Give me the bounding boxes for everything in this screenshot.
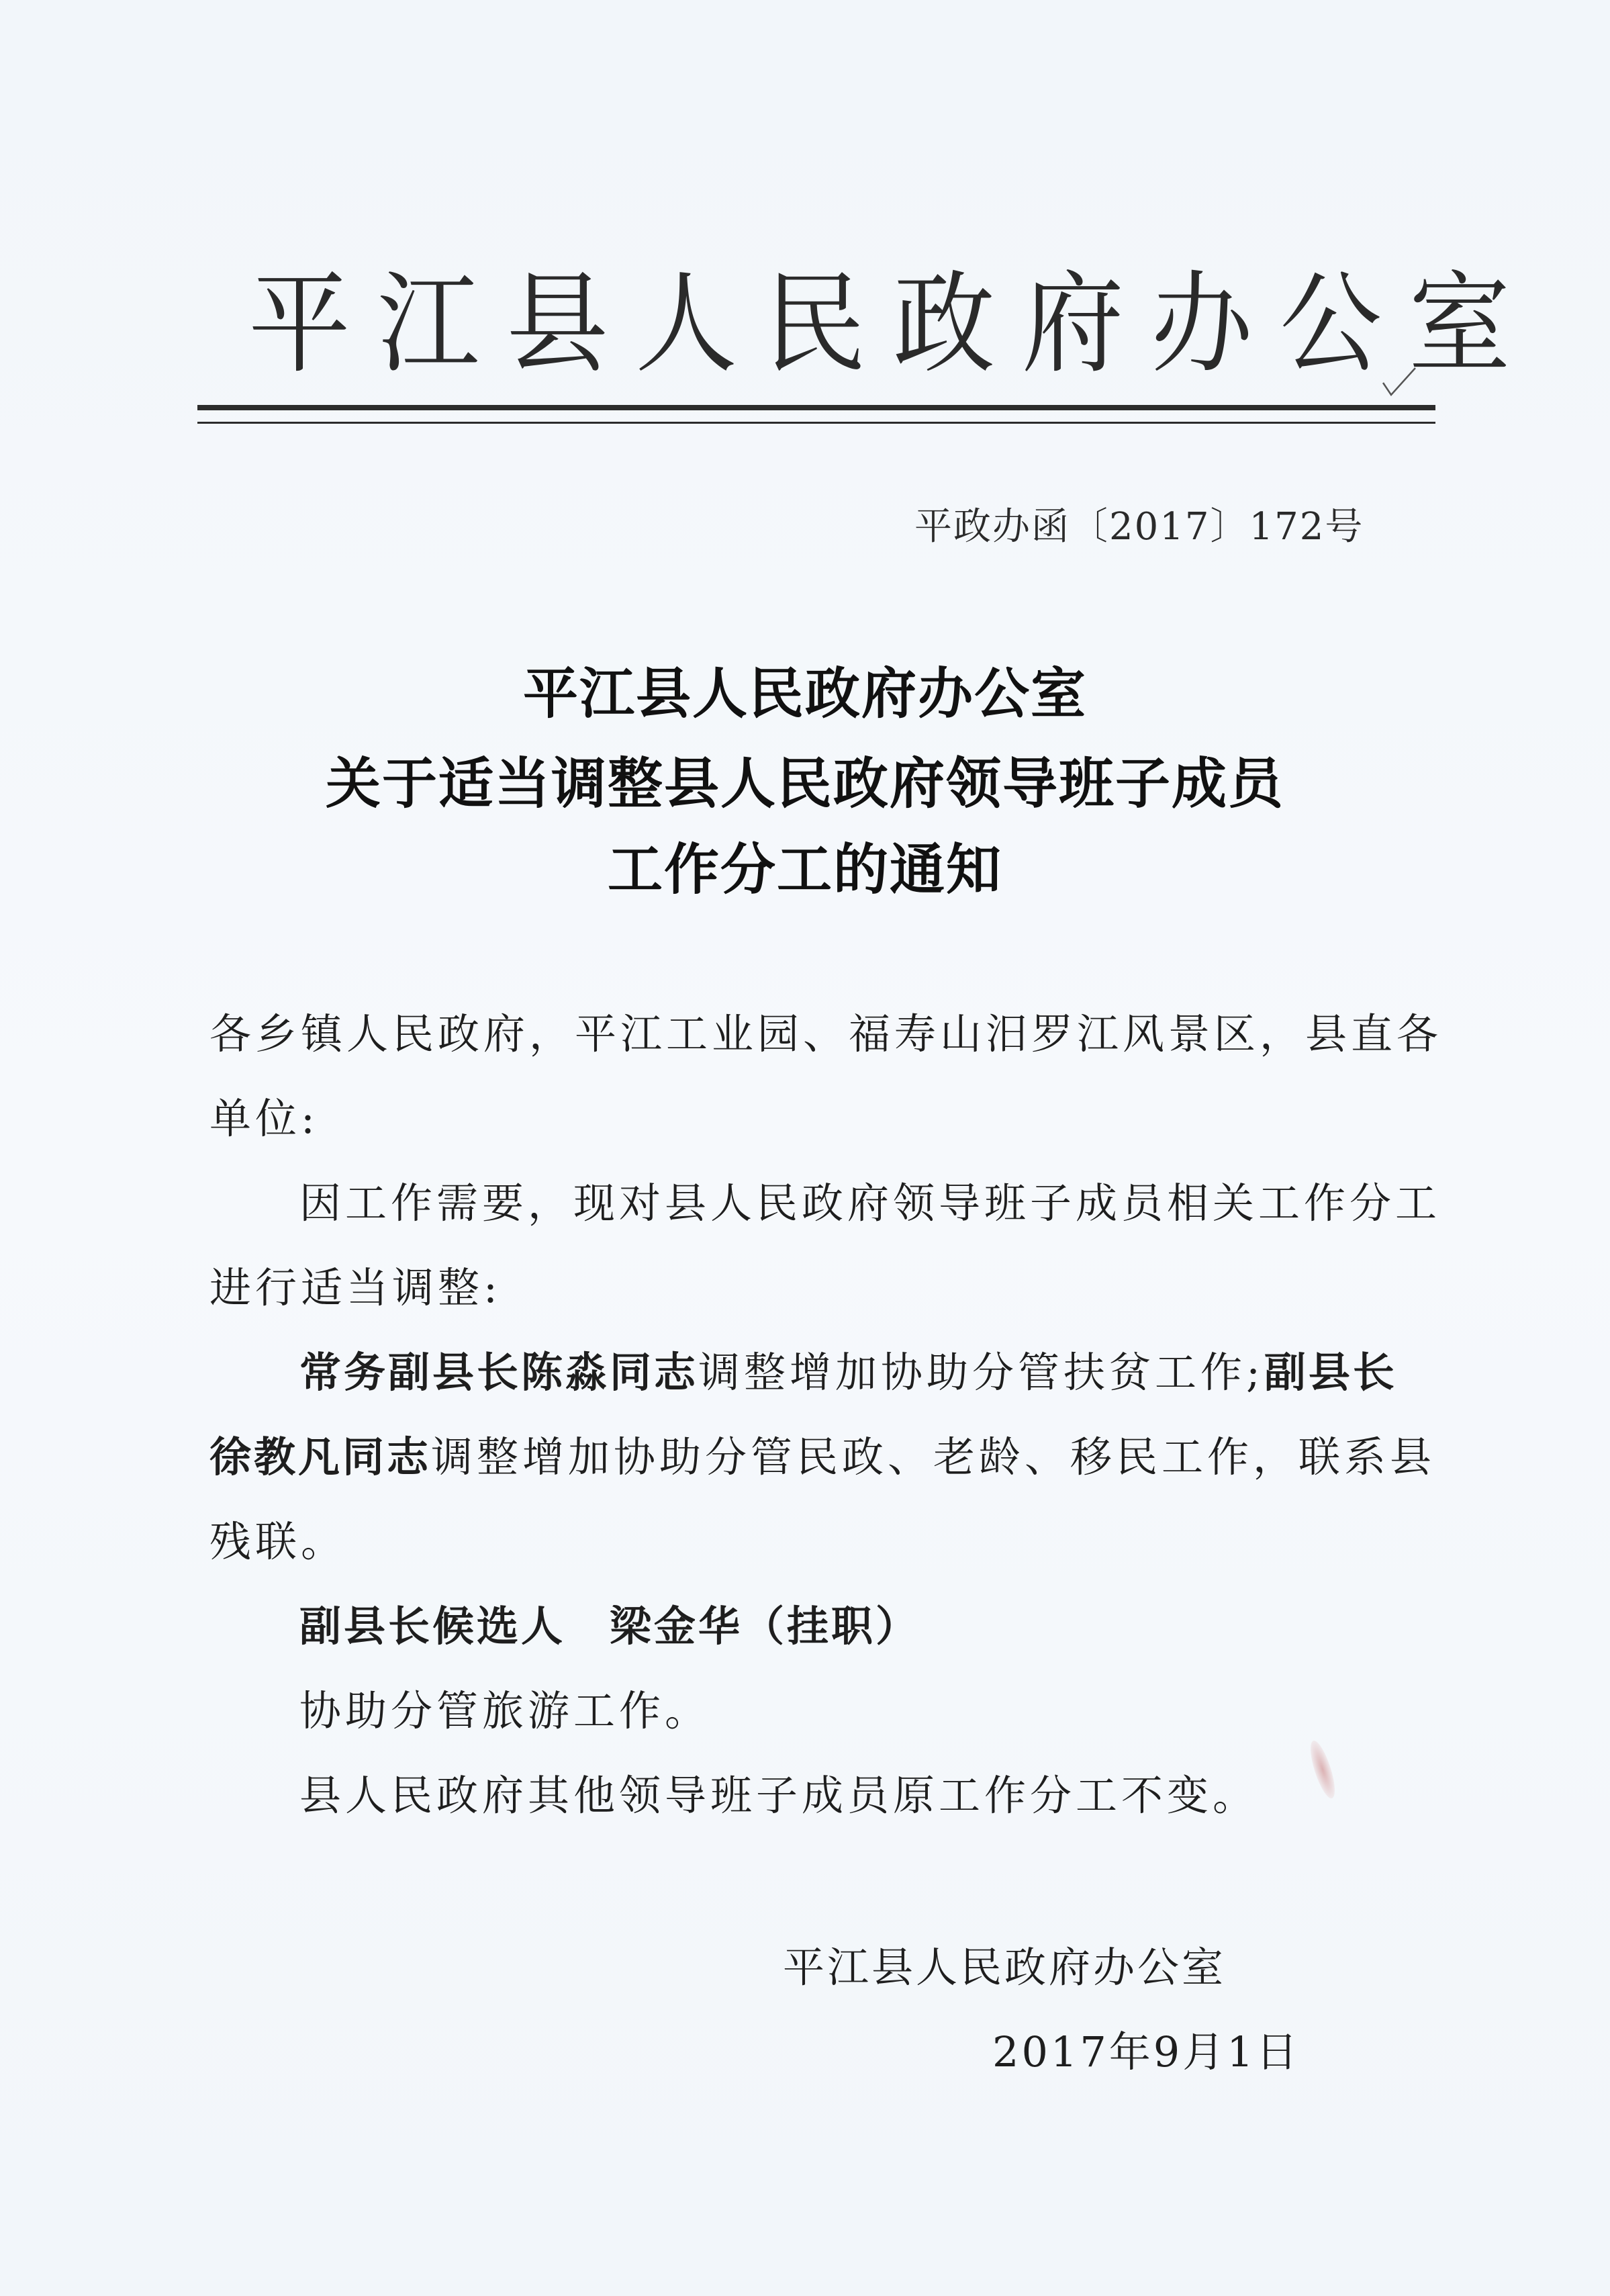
signature-date: 2017年9月1日 xyxy=(992,2027,1300,2076)
intro-line1: 因工作需要，现对县人民政府领导班子成员相关工作分工 xyxy=(299,1179,1441,1228)
closing-statement: 县人民政府其他领导班子成员原工作分工不变。 xyxy=(299,1771,1259,1820)
candidate-line: 副县长候选人 梁金华（挂职） xyxy=(299,1602,920,1651)
letterhead-rule-thin xyxy=(197,422,1435,424)
paragraph1-line3: 残联。 xyxy=(209,1517,347,1566)
signature-organization: 平江县人民政府办公室 xyxy=(783,1943,1227,1992)
document-title-line1: 平江县人民政府办公室 xyxy=(522,662,1087,726)
recipients-line1: 各乡镇人民政府，平江工业园、福寿山汨罗江风景区，县直各 xyxy=(209,1009,1443,1058)
paper-stain xyxy=(1306,1738,1340,1800)
paragraph1-line2 xyxy=(209,1424,1435,1483)
paragraph1-line1 xyxy=(299,1339,1397,1399)
recipients-line2: 单位: xyxy=(209,1094,319,1143)
candidate-duty: 协助分管旅游工作。 xyxy=(299,1686,711,1735)
document-title-line3: 工作分工的通知 xyxy=(607,838,1002,902)
document-title-line2: 关于适当调整县人民政府领导班子成员 xyxy=(325,752,1284,816)
document-number: 平政办函〔2017〕172号 xyxy=(914,505,1364,549)
letterhead-rule-thick xyxy=(197,405,1435,410)
check-mark-icon xyxy=(1379,363,1419,403)
letterhead-title: 平江县人民政府办公室 xyxy=(248,259,1537,389)
duty-text-2: 调整增加协助分管民政、老龄、移民工作，联系县 xyxy=(431,1432,1436,1481)
leader-name-xujiaofan: 徐教凡同志 xyxy=(209,1432,432,1481)
duty-text-1: 调整增加协助分管扶贫工作; xyxy=(698,1348,1264,1397)
title-deputy-magistrate: 副县长 xyxy=(1264,1348,1397,1397)
leader-name-chenmiao: 常务副县长陈淼同志 xyxy=(299,1348,699,1397)
intro-line2: 进行适当调整: xyxy=(209,1263,502,1312)
